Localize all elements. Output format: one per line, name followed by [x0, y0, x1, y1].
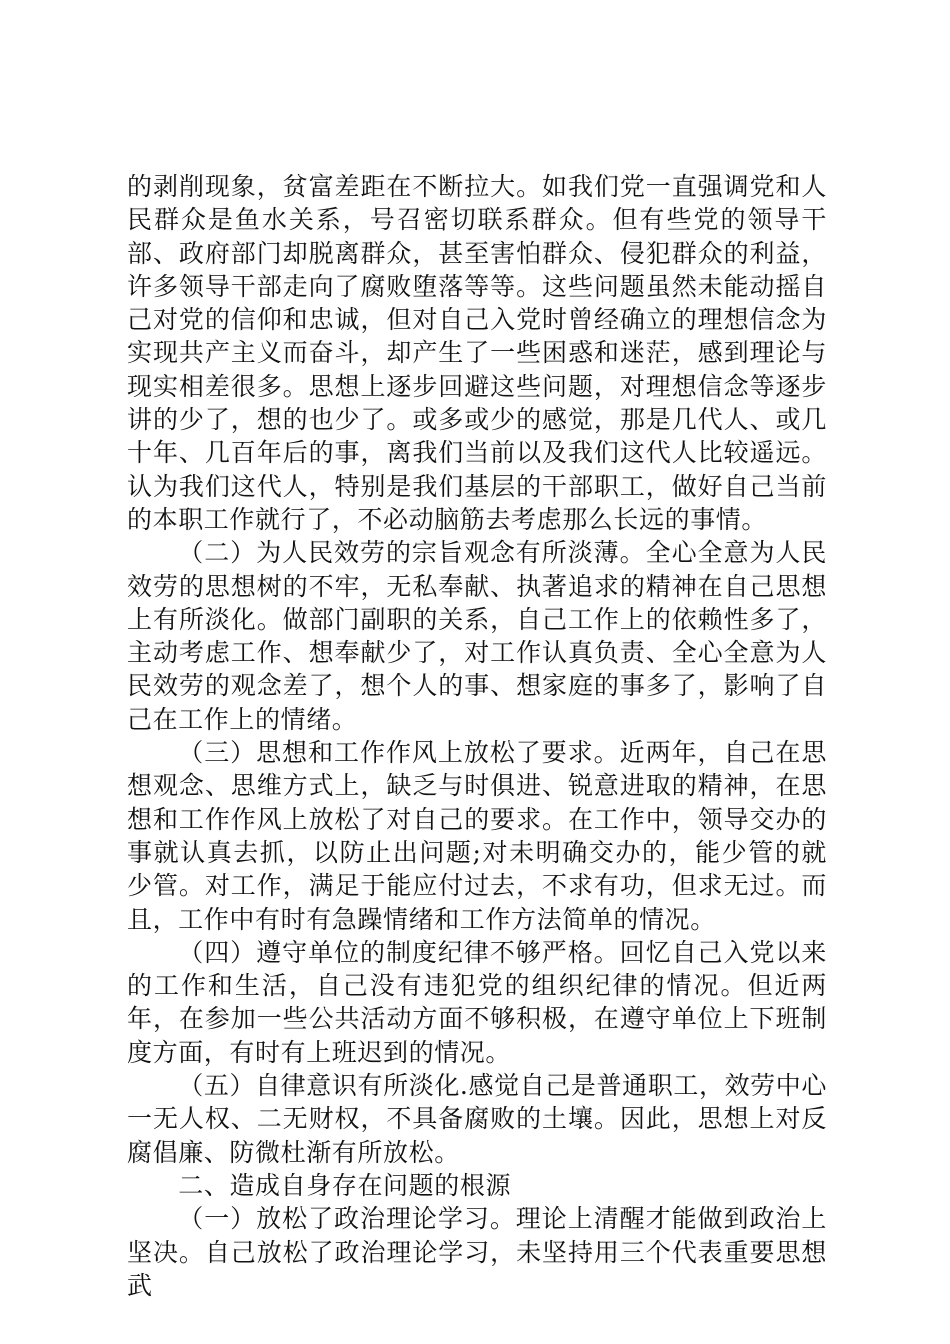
paragraph-work-style: （三）思想和工作作风上放松了要求。近两年，自己在思想观念、思维方式上，缺乏与时俱进、锐意进取的精神，在思想和工作作风上放松了对自己的要求。在工作中，领导交办的事就认真去抓，以防止出问题;对未明确交办的，能少管的就少管。对工作，满足于能应付过去，不求有功，但求无过。而且，工作中有时有急躁情绪和工作方法简单的情况。 [127, 738, 827, 934]
paragraph-purpose-awareness: （二）为人民效劳的宗旨观念有所淡薄。全心全意为人民效劳的思想树的不牢，无私奉献、执著追求的精神在自己思想上有所淡化。做部门副职的关系，自己工作上的依赖性多了，主动考虑工作、想奉献少了，对工作认真负责、全心全意为人民效劳的观念差了，想个人的事、想家庭的事多了，影响了自己在工作上的情绪。 [127, 538, 827, 734]
paragraph-theory-study: （一）放松了政治理论学习。理论上清醒才能做到政治上坚决。自己放松了政治理论学习，未坚持用三个代表重要思想武 [127, 1204, 827, 1300]
paragraph-self-discipline: （五）自律意识有所淡化.感觉自己是普通职工，效劳中心一无人权、二无财权，不具备腐败的土壤。因此，思想上对反腐倡廉、防微杜渐有所放松。 [127, 1071, 827, 1167]
paragraph-continuation: 的剥削现象，贫富差距在不断拉大。如我们党一直强调党和人民群众是鱼水关系，号召密切联系群众。但有些党的领导干部、政府部门却脱离群众，甚至害怕群众、侵犯群众的利益，许多领导干部走向了腐败堕落等等。这些问题虽然未能动摇自己对党的信仰和忠诚，但对自己入党时曾经确立的理想信念为实现共产主义而奋斗，却产生了一些困惑和迷茫，感到理论与现实相差很多。思想上逐步回避这些问题，对理想信念等逐步讲的少了，想的也少了。或多或少的感觉，那是几代人、或几十年、几百年后的事，离我们当前以及我们这代人比较遥远。认为我们这代人，特别是我们基层的干部职工，做好自己当前的本职工作就行了，不必动脑筋去考虑那么长远的事情。 [127, 172, 827, 534]
document-body [127, 170, 827, 1302]
section-heading-root-causes: 二、造成自身存在问题的根源 [178, 1170, 512, 1200]
paragraph-discipline: （四）遵守单位的制度纪律不够严格。回忆自己入党以来的工作和生活，自己没有违犯党的组织纪律的情况。但近两年，在参加一些公共活动方面不够积极，在遵守单位上下班制度方面，有时有上班迟到的情况。 [127, 937, 827, 1067]
